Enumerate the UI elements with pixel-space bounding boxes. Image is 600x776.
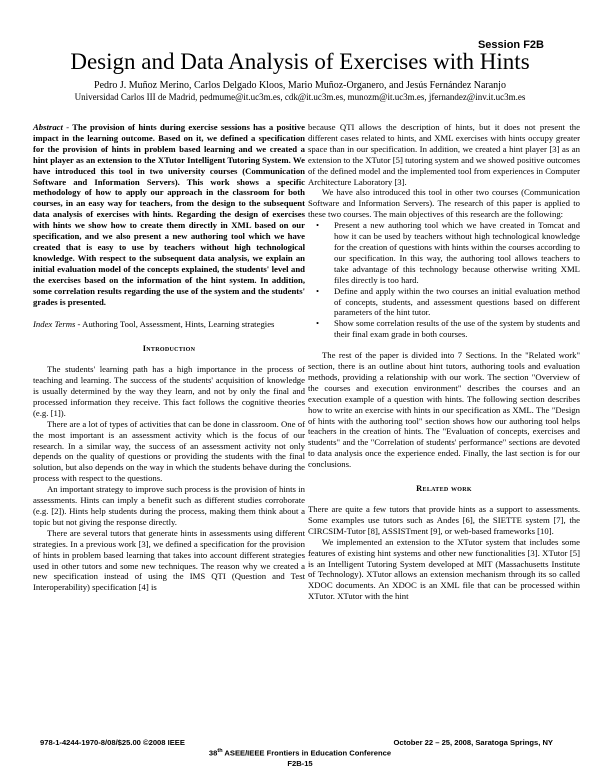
conference-number: 38 [208,748,218,758]
intro-paragraph: There are a lot of types of activities that can be done in classroom. One of the most important is an assessment activity which is the focus of our research. In a similar way, the success of an assessment activity not only depends on the quality of questions or providing the students with the final solution, but also depends on the way in which the students behave during the process with respect to the questions. [33,418,305,484]
intro-paragraph: There are several tutors that generate hints in assessments using different strategies. In a previous work [3], we defined a specification for the provision of hints in problem based learning that takes into account different strategies used in other tutors and some new techniques. The reason why we created a new specification instead of using the IMS QTI (Question and Test Interoperability) specification [4] is [33,527,305,593]
right-column [308,122,580,602]
intro-paragraph: An important strategy to improve such process is the provision of hints in assessments. Hints can imply a benefit such as different studies corroborate (e.g. [2]). Hints help students during the process, making them think about a topic but not giving the response directly. [33,484,305,527]
index-terms-text: Authoring Tool, Assessment, Hints, Learning strategies [82,319,275,330]
conference-suffix: th [217,748,223,754]
body-paragraph: The rest of the paper is divided into 7 Sections. In the "Related work" section, there is an outline about hint tutors, authoring tools and evaluation methods, providing a relationship with our work. The section "Overview of the courses and execution environment" describes the courses and an execution example of a question with hints. The following section describes how to write an exercise with hints in our specification as XML. The "Design of hints with the authoring tool" section shows how our authoring tool helps teachers in the creation of hints. The "Evaluation of concepts, exercises and students" and the "Correlation of students' performance" sections are devoted to data analysis once the experience ended. Finally, the last section is for our conclusions. [308,350,580,470]
paper-title: Design and Data Analysis of Exercises with Hints [70,49,530,74]
abstract-text: The provision of hints during exercise sessions has a positive impact in the learning outcome. Based on it, we defined a specification for the provision of hints in problem based learning and we created a hint player as an extension to the XTutor Intelligent Tutoring System. We have introduced this tool in two university courses (Communication Software and Information Servers). This work shows a specific methodology of how to apply our approach in the classroom for both courses, in an easy way for teachers, from the design to the subsequent data analysis of exercises with hints. Regarding the design of exercises with hints we show how to create them directly in XML based on our specification, and we also present a new authoring tool which we have created that is easy to use by teachers without high technological knowledge. With respect to the subsequent data analysis, we explain an initial evaluation model of the concepts explained, the students' level and the exercises based on the information of the hint system. In addition, some correlation results regarding the use of the system and the students' grades is presented. [33,122,306,307]
conference-name: ASEE/IEEE Frontiers in Education Conference [222,748,392,758]
index-terms-label: Index Terms - [33,319,81,330]
left-column [33,122,305,593]
body-paragraph: because QTI allows the description of hints, but it does not present the different cases related to hints, and XML exercises with hints occupy greater space than in our specification. In addition, we created a hint player [3] as an extension to the XTutor [5] tutoring system and we showed positive outcomes of the defined model and the implemented tool from experiences in Computer Architecture Laboratory [3]. [308,122,580,187]
list-item: • Present a new authoring tool which we have created in Tomcat and how it can be used by teachers without high technological knowledge for the creation of questions with hints within the courses according to our specification. In this way, the authoring tool allows teachers to take advantage of this technology because otherwise writing XML files directly is too hard. [334,220,580,285]
objectives-list [308,220,580,340]
intro-paragraph: The students' learning path has a high importance in the process of teaching and learning. The success of the students' acquisition of knowledge is usually determined by the way they learn, and not by only the final and processed information they receive. This fact follows the cognitive theories (e.g. [1]). [33,364,305,418]
body-paragraph: There are quite a few tutors that provide hints as a support to assessments. Some examples use tutors such as Andes [6], the SIETTE system [7], the CIRCSIM-Tutor [8], ASSISTment [9], or web-based frameworks [10]. [308,504,580,536]
footer-date-place: October 22 – 25, 2008, Saratoga Springs, NY [393,738,553,747]
footer-conference [0,748,600,758]
list-item: • Show some correlation results of the use of the system by students and their final exam grade in both courses. [334,318,580,340]
author-list: Pedro J. Muñoz Merino, Carlos Delgado Kloos, Mario Muñoz-Organero, and Jesús Fernández Naranjo [94,80,506,91]
index-terms [33,319,305,330]
related-work-heading: Related work [416,484,472,494]
footer-page-number: F2B-15 [287,759,313,768]
affiliation: Universidad Carlos III de Madrid, pedmume@it.uc3m.es, cdk@it.uc3m.es, munozm@it.uc3m.es, jfernandez@inv.it.uc3m.es [74,92,526,102]
abstract-label: Abstract - [33,122,70,132]
abstract [33,122,305,307]
list-item: • Define and apply within the two courses an initial evaluation method of concepts, students, and assessment questions based on different parameters of the hint tutor. [334,286,580,319]
introduction-heading: Introduction [142,344,196,354]
session-label: Session F2B [477,39,544,51]
body-paragraph: We implemented an extension to the XTutor system that includes some features of existing hint systems and other new functionalities [3]. XTutor [5] is an Intelligent Tutoring System developed at MIT (Massachusetts Institute of Technology). XTutor allows an extension mechanism through its so called XDOC documents. An XDOC is an XML file that can be processed within XTutor. XTutor with the hint [308,536,580,602]
footer-isbn: 978-1-4244-1970-8/08/$25.00 ©2008 IEEE [40,738,185,747]
body-paragraph: We have also introduced this tool in other two courses (Communication Software and Information Servers). The research of this paper is applied to these two courses. The main objectives of this research are the following: [308,187,580,220]
